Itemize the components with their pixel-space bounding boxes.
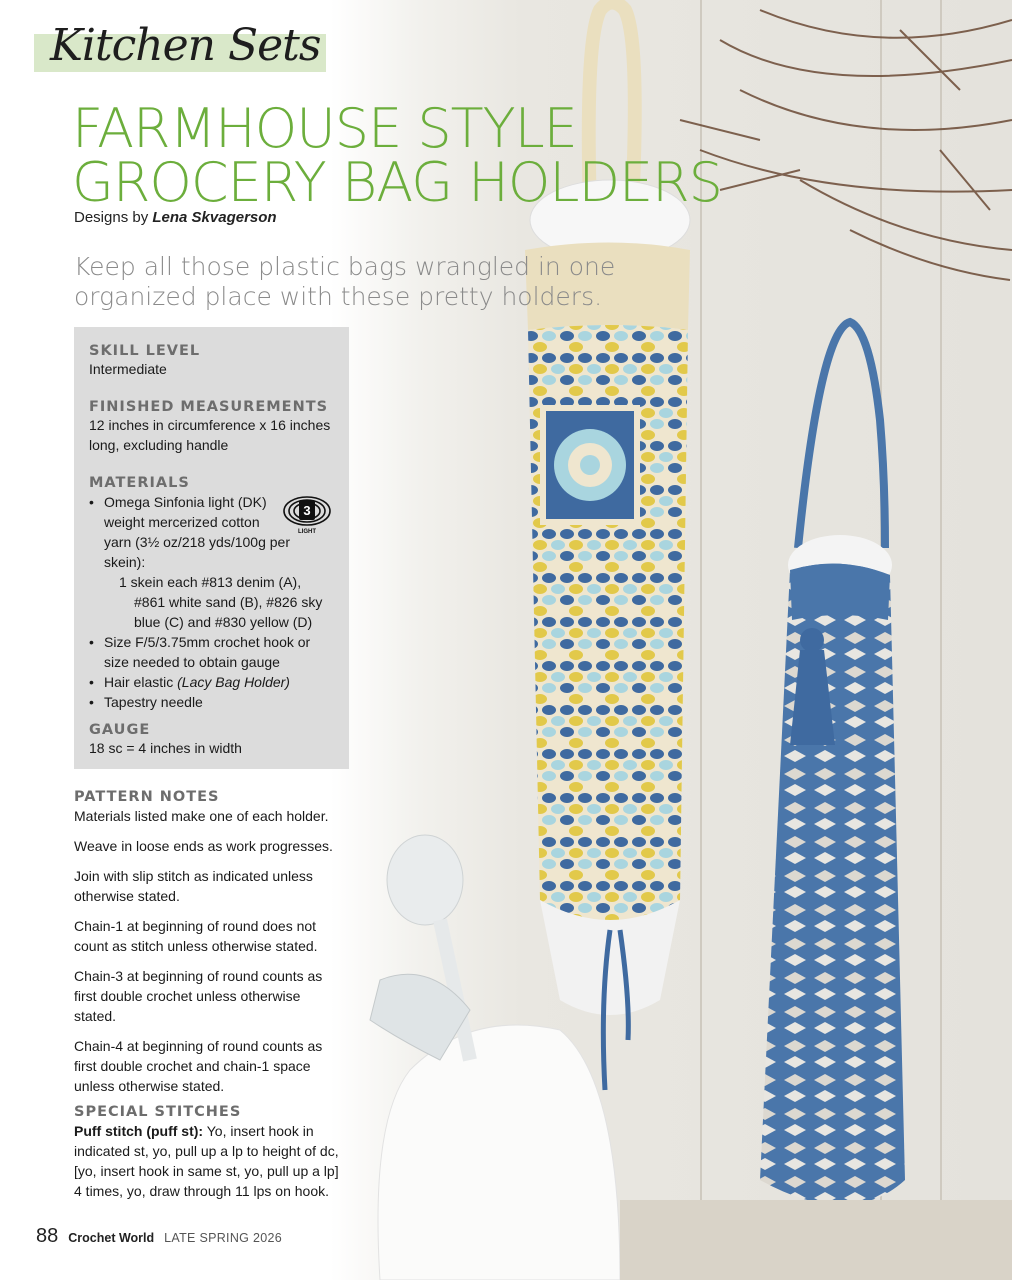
- page-title: [72, 97, 722, 214]
- yarn-weight-label: LIGHT: [298, 529, 316, 535]
- material-line: weight mercerized cotton: [104, 514, 260, 530]
- note: Weave in loose ends as work progresses.: [74, 838, 333, 854]
- gauge-heading: GAUGE: [89, 722, 151, 738]
- material-text: Hair elastic: [104, 674, 178, 690]
- intro-text: Keep all those plastic bags wrangled in one organized place with these pretty holders.: [74, 252, 616, 311]
- page-title-line2: GROCERY BAG HOLDERS: [72, 151, 722, 214]
- material-line: yarn (3½ oz/218 yds/100g per skein):: [104, 534, 291, 570]
- material-item: [89, 672, 335, 692]
- note: Materials listed make one of each holder.: [74, 808, 329, 824]
- measurements-heading: FINISHED MEASUREMENTS: [89, 399, 329, 415]
- skill-heading: SKILL LEVEL: [89, 343, 201, 359]
- yarn-weight-icon: [282, 494, 332, 536]
- material-note: (Lacy Bag Holder): [177, 674, 290, 690]
- page-number: 88: [36, 1225, 59, 1247]
- material-item-cont: [89, 532, 335, 632]
- gauge-value: 18 sc = 4 inches in width: [89, 740, 242, 756]
- yarn-weight-number: 3: [303, 503, 311, 518]
- byline-prefix: Designs by: [74, 209, 149, 226]
- magazine-name: Crochet World: [68, 1231, 155, 1245]
- materials-heading: MATERIALS: [89, 475, 190, 491]
- puff-stitch-definition: [74, 1121, 344, 1201]
- special-stitches-heading: SPECIAL STITCHES: [74, 1104, 242, 1120]
- note: Chain-1 at beginning of round does not count as stitch unless otherwise stated.: [74, 918, 318, 954]
- material-line: #861 white sand (B), #826 sky: [134, 594, 323, 610]
- designer-name: Lena Skvagerson: [152, 209, 277, 226]
- note: Chain-3 at beginning of round counts as first double crochet unless otherwise stated.: [74, 968, 323, 1024]
- material-line: blue (C) and #830 yellow (D): [134, 614, 313, 630]
- puff-stitch-term: Puff stitch (puff st):: [74, 1123, 204, 1139]
- material-line: 1 skein each #813 denim (A),: [119, 574, 302, 590]
- pattern-notes: [74, 789, 344, 1211]
- material-line: • Omega Sinfonia light (DK): [104, 494, 267, 510]
- page-title-line1: FARMHOUSE STYLE: [72, 97, 577, 160]
- byline: [74, 209, 277, 226]
- issue-date: LATE SPRING 2026: [164, 1231, 282, 1245]
- section-label: Kitchen Sets: [50, 20, 321, 71]
- puff-stitch-text: Yo, insert hook in indicated st, yo, pull up a lp to height of dc, [yo, insert hook in same st, yo, pull up a lp] 4 times, yo, draw through 11 lps on hook.: [74, 1123, 339, 1199]
- notes-heading: PATTERN NOTES: [74, 789, 220, 805]
- material-item: • Tapestry needle: [89, 692, 335, 712]
- page-footer: [36, 1225, 282, 1248]
- skill-value: Intermediate: [89, 361, 167, 377]
- note: Join with slip stitch as indicated unless otherwise stated.: [74, 868, 313, 904]
- material-item: • Size F/5/3.75mm crochet hook or size needed to obtain gauge: [89, 632, 335, 672]
- measurements-value: 12 inches in circumference x 16 inches long, excluding handle: [89, 417, 331, 453]
- pattern-info-box: [74, 327, 349, 769]
- note: Chain-4 at beginning of round counts as first double crochet and chain-1 space unless otherwise stated.: [74, 1038, 323, 1094]
